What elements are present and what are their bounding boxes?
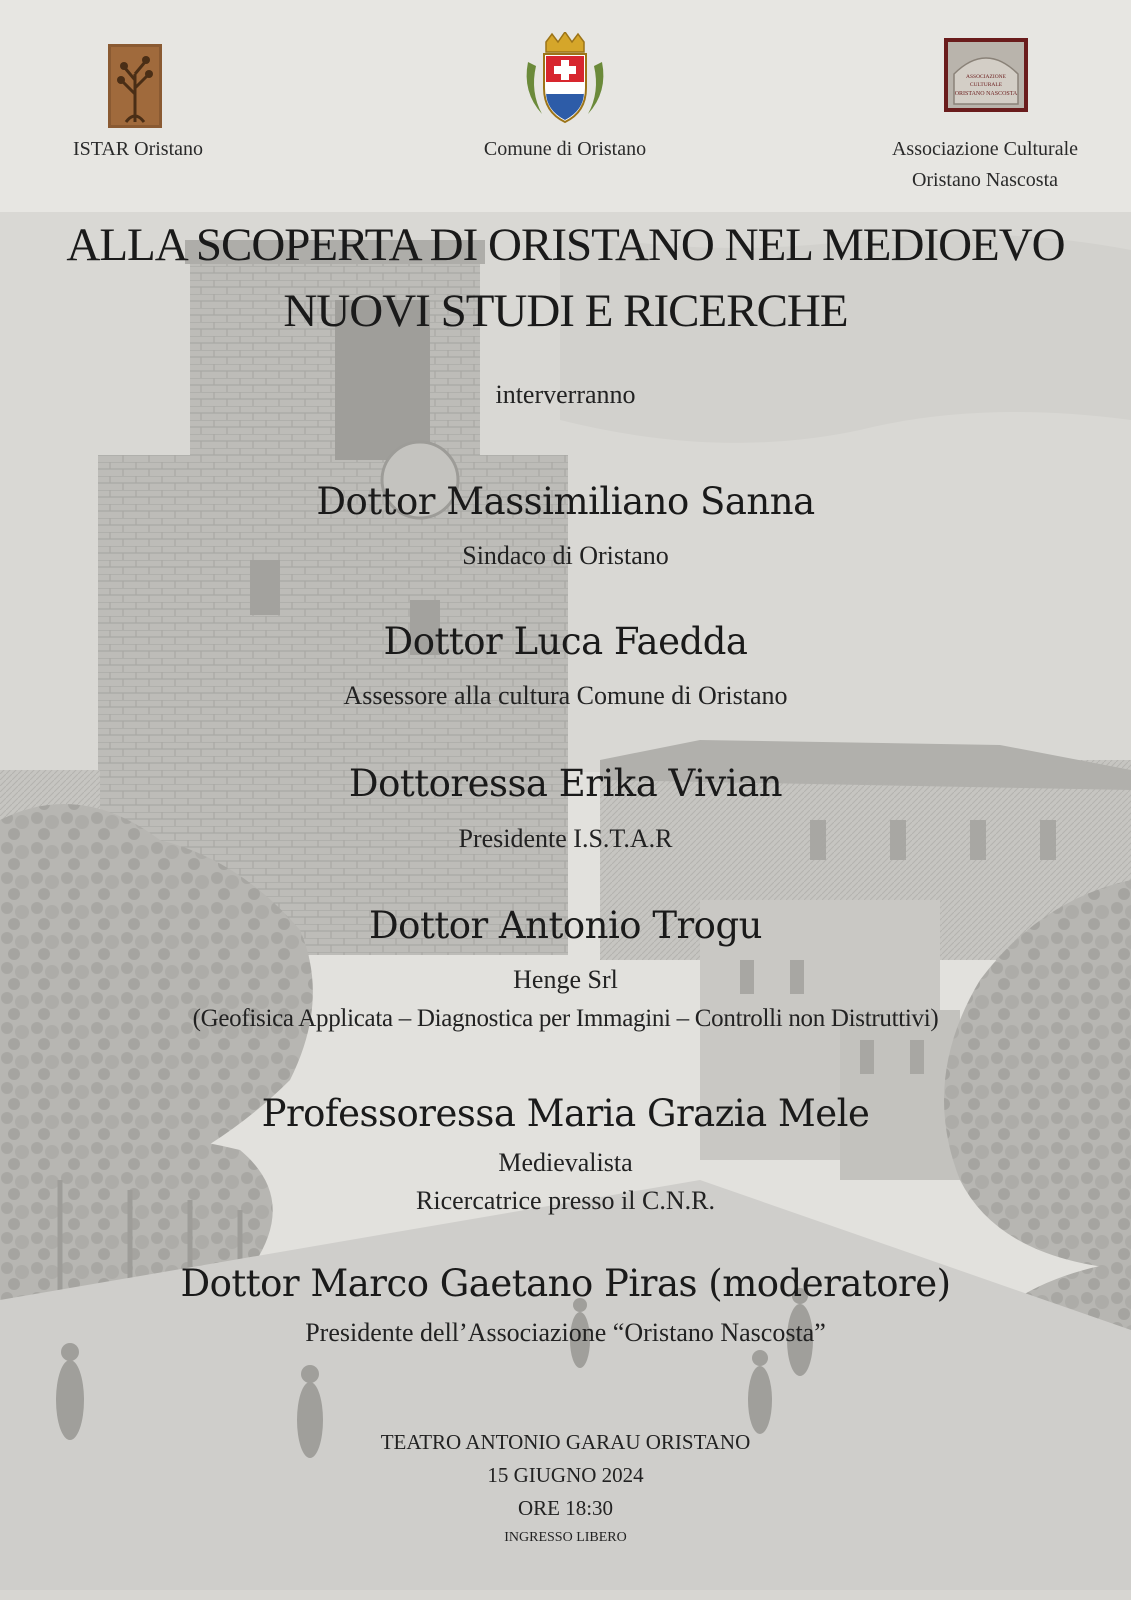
speaker-role: Ricercatrice presso il C.N.R. (416, 1186, 715, 1215)
oristano-nascosta-label-line2: Oristano Nascosta (911, 169, 1059, 191)
speaker-name: Professoressa Maria Grazia Mele (261, 1092, 870, 1135)
speaker-name: Dottor Luca Faedda (383, 620, 748, 663)
speaker-role: Presidente dell’Associazione “Oristano Nascosta” (305, 1318, 826, 1347)
event-date: 15 GIUGNO 2024 (487, 1463, 644, 1487)
event-time: ORE 18:30 (517, 1496, 614, 1520)
association-badge-icon (944, 38, 1028, 112)
speaker-name: Dottor Marco Gaetano Piras (moderatore) (180, 1262, 951, 1305)
badge-text-line2: CULTURALE (969, 82, 1003, 88)
comune-logo-label: Comune di Oristano (483, 138, 647, 160)
event-entry: INGRESSO LIBERO (504, 1530, 627, 1545)
main-title-line1: ALLA SCOPERTA DI ORISTANO NEL MEDIOEVO (66, 219, 1065, 271)
speaker-role: Presidente I.S.T.A.R (458, 824, 673, 853)
speaker-role: Henge Srl (513, 965, 618, 994)
badge-text-line3: ORISTANO NASCOSTA (954, 91, 1018, 97)
speaker-name: Dottoressa Erika Vivian (348, 762, 783, 805)
city-crest-icon (520, 32, 610, 126)
badge-text-line1: ASSOCIAZIONE (965, 74, 1007, 80)
carved-tree-icon (108, 44, 162, 128)
intro-text: interverranno (495, 380, 636, 409)
event-venue: TEATRO ANTONIO GARAU ORISTANO (380, 1430, 751, 1454)
speaker-role: (Geofisica Applicata – Diagnostica per Immagini – Controlli non Distruttivi) (192, 1005, 939, 1032)
speaker-name: Dottor Massimiliano Sanna (316, 480, 815, 523)
oristano-nascosta-logo (944, 38, 1028, 112)
istar-logo-label: ISTAR Oristano (72, 138, 204, 160)
comune-crest-logo (520, 32, 610, 126)
speaker-name: Dottor Antonio Trogu (369, 904, 762, 947)
main-title-line2: NUOVI STUDI E RICERCHE (283, 285, 848, 337)
speaker-role: Assessore alla cultura Comune di Oristano (343, 681, 788, 710)
speaker-role: Medievalista (498, 1148, 633, 1177)
oristano-nascosta-label-line1: Associazione Culturale (891, 138, 1079, 160)
istar-logo (108, 44, 162, 128)
speaker-role: Sindaco di Oristano (462, 541, 669, 570)
